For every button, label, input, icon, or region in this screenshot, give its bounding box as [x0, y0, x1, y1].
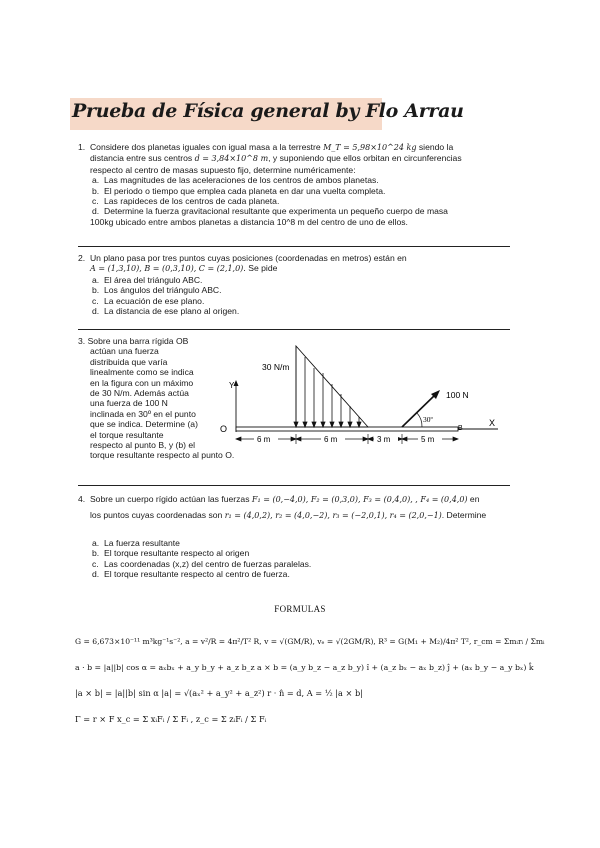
q2-line1: Un plano pasa por tres puntos cuyas posiciones (coordenadas en metros) están en — [89, 253, 407, 263]
x-axis-label: X — [489, 418, 496, 428]
q3-line: en la figura con un máximo — [90, 377, 194, 388]
q4-item-b: b. El torque resultante respecto al origen — [92, 548, 250, 559]
q4-line2: los puntos cuyas coordenadas son — [90, 510, 223, 521]
load-arrows — [294, 346, 361, 427]
divider-1 — [78, 246, 510, 247]
point-b-label: B — [458, 425, 463, 432]
formula-line-1: G = 6,673×10⁻¹¹ m³kg⁻¹s⁻², a = v²/R = 4π²/T² R, v = √(GM/R), vₑ = √(2GM/R), R³ = G(M₁ + M₂)/4π² T², r_cm = Σmᵢrᵢ / Σmᵢ — [75, 637, 545, 646]
load-label: 30 N/m — [262, 362, 290, 372]
q1-line1: Considere dos planetas iguales con igual masa a la terrestre — [89, 142, 321, 152]
q3-line: que se indica. Determine (a) — [90, 419, 198, 430]
q3-line: inclinada en 30º en el punto — [90, 408, 196, 419]
q3-line: torque resultante respecto al punto O. — [90, 450, 235, 461]
divider-2 — [78, 329, 510, 330]
q4-line1: Sobre un cuerpo rígido actúan las fuerzas — [89, 494, 250, 504]
q1-distance: d = 3,84×10^8 m — [194, 154, 269, 164]
page-title: Prueba de Física general by Flo Arrau — [72, 100, 464, 122]
q4-item-c: c. Las coordenadas (x,z) del centro de fuerzas paralelas. — [92, 558, 312, 569]
q2-item-c: c. La ecuación de ese plano. — [92, 295, 205, 306]
q2-item-a: a. El área del triángulo ABC. — [92, 274, 203, 285]
q4-item-d: d. El torque resultante respecto al centro de fuerza. — [92, 569, 290, 580]
q3-line: linealmente como se indica — [90, 367, 194, 378]
q1-line3: respecto al centro de masas supuesto fijo, determine numéricamente: — [90, 164, 356, 175]
q1-item-c: c. Las rapideces de los centros de cada planeta. — [92, 196, 280, 207]
q4-number: 4. — [78, 494, 86, 504]
q4-positions: r₁ = (4,0,2), r₂ = (4,0,−2), r₃ = (−2,0,1), r₄ = (2,0,−1) — [224, 511, 442, 521]
q1-item-a: a. Las magnitudes de las aceleraciones de los centros de ambos planetas. — [92, 175, 379, 186]
angle-arc — [417, 413, 422, 427]
q1-item-d: d. Determine la fuerza gravitacional resultante que experimenta un pequeño cuerpo de masa — [92, 206, 448, 217]
q2-line2b: Se pide — [248, 263, 278, 274]
question-2 — [78, 253, 518, 316]
q3-line: respecto al punto B, y (b) el — [90, 440, 196, 451]
formulas-title: FORMULAS — [274, 604, 326, 614]
q3-number: 3. — [78, 336, 86, 346]
q4-forces: F₁ = (0,−4,0), F₂ = (0,3,0), F₃ = (0,4,0), , F₄ = (0,4,0) — [251, 495, 468, 504]
formula-line-2: a · b = |a||b| cos α = aₓbₓ + a_y b_y + a_z b_z a × b = (a_y b_z − a_z b_y) î + (a_z bₓ − aₓ b_z) ĵ + (aₓ b_y − a_y bₓ) k̂ — [75, 663, 534, 672]
dim-label-2: 6 m — [324, 435, 338, 444]
beam-ob — [236, 427, 458, 431]
angle-label: 30º — [423, 415, 433, 424]
dim-label-3: 3 m — [377, 435, 391, 444]
q3-line: una fuerza de 100 N — [90, 398, 168, 409]
q3-line: de 30 N/m. Además actúa — [90, 388, 189, 399]
question-1 — [78, 142, 518, 227]
q1-item-b: b. El periodo o tiempo que emplea cada planeta en dar una vuelta completa. — [92, 185, 386, 196]
q3-line: el torque resultante — [90, 429, 164, 440]
q3-line: Sobre una barra rígida OB — [87, 336, 189, 346]
q4-line1b: en — [469, 494, 480, 504]
beam-diagram — [220, 336, 526, 471]
formula-line-4: Γ = r × F x_c = Σ xᵢFᵢ / Σ Fᵢ , z_c = Σ zᵢFᵢ / Σ Fᵢ — [75, 714, 267, 724]
q1-number: 1. — [78, 142, 86, 152]
q1-mass: M_T = 5,98×10^24 kg — [323, 143, 417, 152]
y-axis-label: Y — [229, 381, 235, 390]
q1-line2b: , y suponiendo que ellos orbitan en circunferencias — [268, 153, 462, 164]
q3-line: distribuida que varía — [90, 356, 168, 367]
q2-points: A = (1,3,10), B = (0,3,10), C = (2,1,0). — [90, 264, 246, 274]
q1-line2a: distancia entre sus centros — [90, 153, 193, 164]
formula-line-3: |a × b| = |a||b| sin α |a| = √(aₓ² + a_y² + a_z²) r · n̂ = d, A = ½ |a × b| — [75, 688, 363, 698]
q2-item-b: b. Los ángulos del triángulo ABC. — [92, 285, 222, 296]
q4-line2b: . Determine — [441, 510, 487, 521]
divider-3 — [78, 485, 510, 486]
dim-label-4: 5 m — [421, 435, 435, 444]
q2-number: 2. — [78, 253, 86, 263]
q1-item-d-cont: 100kg ubicado entre ambos planetas a distancia 10^8 m del centro de uno de ellos. — [90, 216, 408, 227]
q1-line1b: siendo la — [418, 142, 454, 152]
question-4 — [78, 494, 528, 579]
point-o-label: O — [220, 424, 228, 434]
force-label: 100 N — [446, 390, 469, 400]
q3-line: actúan una fuerza — [90, 346, 159, 357]
q4-item-a: a. La fuerza resultante — [92, 537, 180, 548]
q2-item-d: d. La distancia de ese plano al origen. — [92, 306, 240, 317]
dim-label-1: 6 m — [257, 435, 271, 444]
